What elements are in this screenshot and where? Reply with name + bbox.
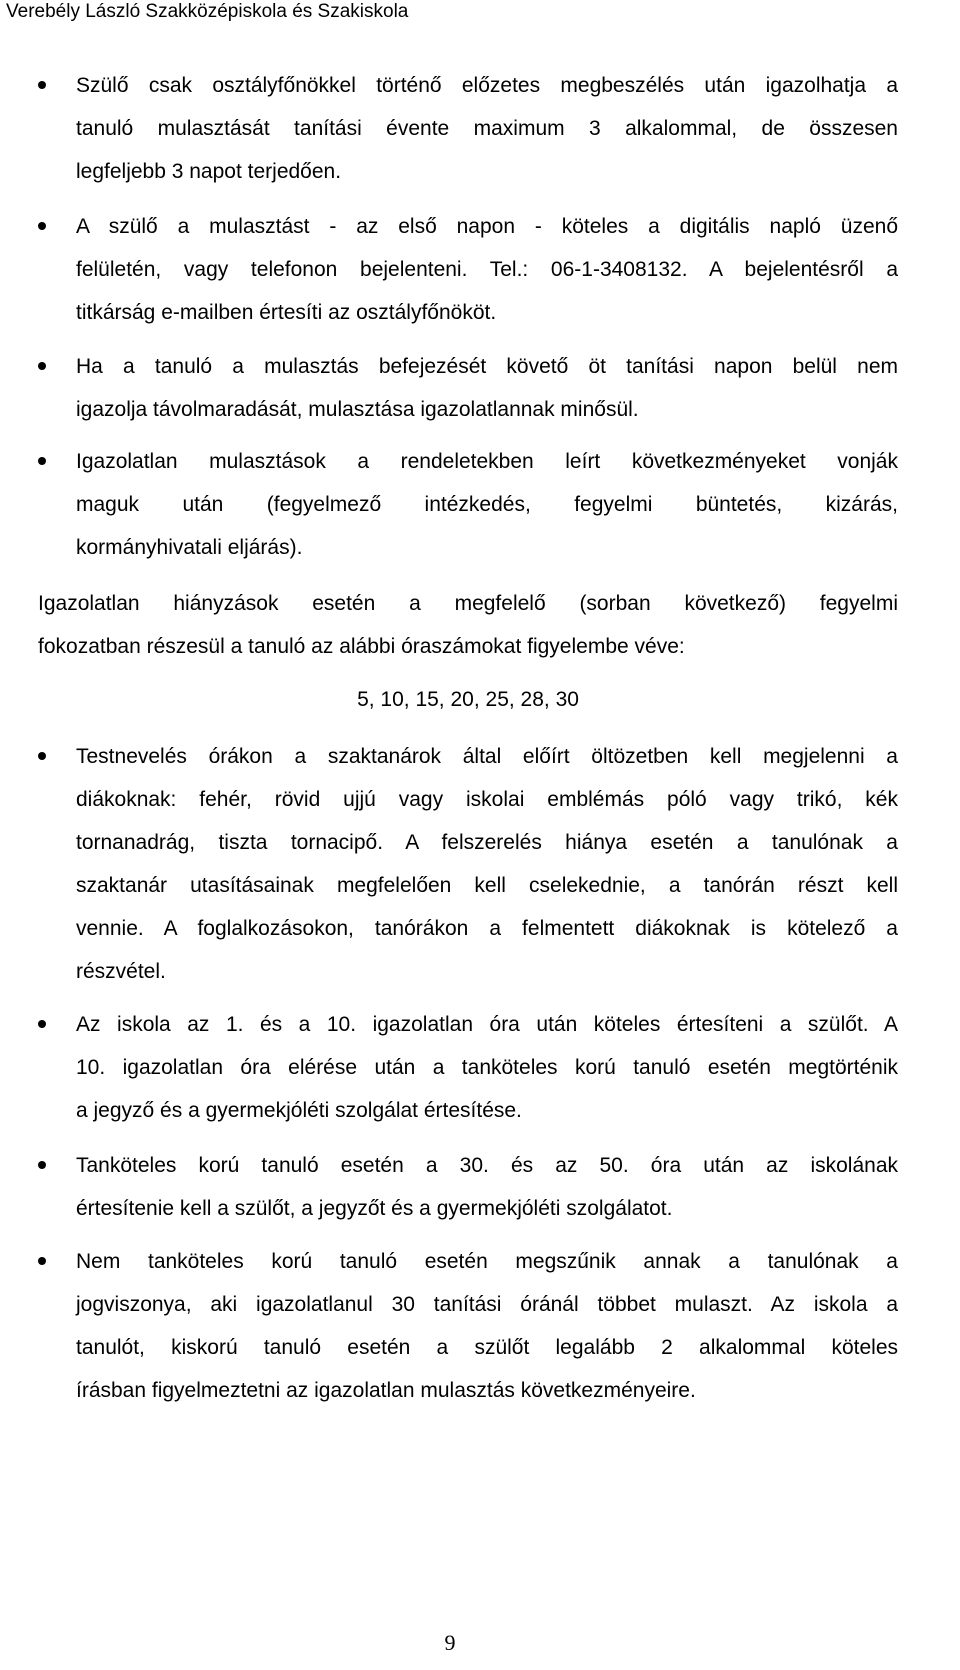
text-line: fokozatban részesül a tanuló az alábbi óraszámokat figyelembe véve: [38, 635, 685, 658]
text-line: igazolja távolmaradását, mulasztása igazolatlannak minősül. [76, 398, 639, 421]
text-line: felületén, vagy telefonon bejelenteni. Tel.: 06-1-3408132. A bejelentésről a [76, 258, 898, 281]
text-line: írásban figyelmeztetni az igazolatlan mulasztás következményeire. [76, 1379, 696, 1402]
bullet-text [76, 345, 898, 431]
text-line: Az iskola az 1. és a 10. igazolatlan óra után köteles értesíteni a szülőt. A [76, 1013, 898, 1036]
bullet-text [76, 1003, 898, 1132]
text-line: 10. igazolatlan óra elérése után a tanköteles korú tanuló esetén megtörténik [76, 1056, 898, 1079]
text-line: Tanköteles korú tanuló esetén a 30. és az 50. óra után az iskolának [76, 1154, 898, 1177]
text-line: részvétel. [76, 960, 166, 983]
paragraph [38, 582, 898, 668]
text-line: diákoknak: fehér, rövid ujjú vagy iskolai emblémás póló vagy trikó, kék [76, 788, 898, 811]
text-line: Testnevelés órákon a szaktanárok által előírt öltözetben kell megjelenni a [76, 745, 898, 768]
bullet-icon [38, 1161, 46, 1169]
text-line: legfeljebb 3 napot terjedően. [76, 160, 342, 183]
text-line: vennie. A foglalkozásokon, tanórákon a felmentett diákoknak is kötelező a [76, 917, 898, 940]
bullet-icon [38, 1257, 46, 1265]
bullet-text [76, 64, 898, 193]
text-line: titkárság e-mailben értesíti az osztályfőnököt. [76, 301, 497, 324]
text-line: tanulót, kiskorú tanuló esetén a szülőt legalább 2 alkalommal köteles [76, 1336, 898, 1359]
page-number: 9 [444, 1630, 456, 1655]
bullet-text [76, 205, 898, 334]
bullet-icon [38, 81, 46, 89]
text-line: A szülő a mulasztást - az első napon - köteles a digitális napló üzenő [76, 215, 898, 238]
text-line: szaktanár utasításainak megfelelően kell cselekednie, a tanórán részt kell [76, 874, 898, 897]
bullet-icon [38, 752, 46, 760]
text-line: tornanadrág, tiszta tornacipő. A felszerelés hiánya esetén a tanulónak a [76, 831, 898, 854]
school-header: Verebély László Szakközépiskola és Szakiskola [6, 1, 409, 22]
text-line: tanuló mulasztását tanítási évente maximum 3 alkalommal, de összesen [76, 117, 898, 140]
bullet-icon [38, 457, 46, 465]
bullet-icon [38, 362, 46, 370]
text-line: Szülő csak osztályfőnökkel történő előzetes megbeszélés után igazolhatja a [76, 74, 898, 97]
text-line: Ha a tanuló a mulasztás befejezését követő öt tanítási napon belül nem [76, 355, 898, 378]
bullet-text [76, 1144, 898, 1230]
text-line: Nem tanköteles korú tanuló esetén megszűnik annak a tanulónak a [76, 1250, 898, 1273]
bullet-icon [38, 222, 46, 230]
text-line: jogviszonya, aki igazolatlanul 30 tanítási óránál többet mulaszt. Az iskola a [76, 1293, 898, 1316]
text-line: értesítenie kell a szülőt, a jegyzőt és a gyermekjóléti szolgálatot. [76, 1197, 673, 1220]
text-line: Igazolatlan hiányzások esetén a megfelelő (sorban következő) fegyelmi [38, 592, 898, 615]
bullet-text [76, 735, 898, 993]
hours-list: 5, 10, 15, 20, 25, 28, 30 [357, 688, 579, 711]
bullet-icon [38, 1020, 46, 1028]
text-line: Igazolatlan mulasztások a rendeletekben leírt következményeket vonják [76, 450, 898, 473]
text-line: a jegyző és a gyermekjóléti szolgálat értesítése. [76, 1099, 522, 1122]
bullet-text [76, 1240, 898, 1412]
text-line: kormányhivatali eljárás). [76, 536, 303, 559]
text-line: maguk után (fegyelmező intézkedés, fegyelmi büntetés, kizárás, [76, 493, 898, 516]
bullet-text [76, 440, 898, 569]
